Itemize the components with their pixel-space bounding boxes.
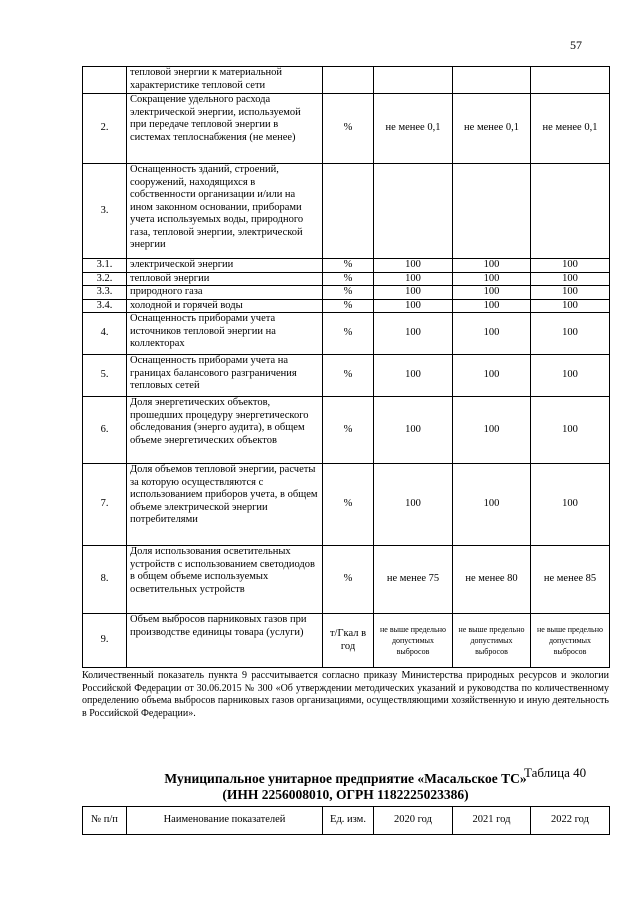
value-2022: 100 (531, 313, 610, 355)
value-2020: 100 (374, 355, 453, 397)
table-row (83, 313, 610, 355)
value-2021: 100 (453, 397, 531, 464)
header-name: Наименование показателей (127, 807, 323, 835)
row-number: 6. (83, 397, 127, 464)
unit-cell: % (323, 259, 374, 273)
value-2020: не менее 0,1 (374, 94, 453, 164)
indicator-name: Оснащенность приборами учета источников тепловой энергии на коллекторах (127, 313, 323, 355)
row-number: 3. (83, 164, 127, 259)
value-2021: 100 (453, 464, 531, 546)
header-2021: 2021 год (453, 807, 531, 835)
indicator-name: Объем выбросов парниковых газов при производстве единицы товара (услуги) (127, 614, 323, 668)
value-2020: 100 (374, 272, 453, 286)
unit-cell: % (323, 94, 374, 164)
indicator-name: Сокращение удельного расхода электрической энергии, используемой при передаче тепловой энергии в системах теплоснабжения (не менее) (127, 94, 323, 164)
value-2021: 100 (453, 355, 531, 397)
row-number: 3.2. (83, 272, 127, 286)
value-2021: 100 (453, 259, 531, 273)
row-number: 7. (83, 464, 127, 546)
value-2022: 100 (531, 286, 610, 300)
org-heading (82, 771, 609, 803)
value-2021: не менее 0,1 (453, 94, 531, 164)
row-number: 8. (83, 546, 127, 614)
value-2020: 100 (374, 397, 453, 464)
row-number (83, 67, 127, 94)
value-2020 (374, 164, 453, 259)
footnote: Количественный показатель пункта 9 рассчитывается согласно приказу Министерства природных ресурсов и экологии Российской Федерации от 30.06.2015 № 300 «Об утверждении методических указаний и руководства по количественному определению объема выбросов парниковых газов организациями, осуществляющими хозяйственную и иную деятельность в Российской Федерации». (82, 670, 609, 719)
table-row (83, 259, 610, 273)
value-2020: не менее 75 (374, 546, 453, 614)
value-2021: не выше предельно допустимых выбросов (453, 614, 531, 668)
value-2020: 100 (374, 299, 453, 313)
value-2022: 100 (531, 299, 610, 313)
indicator-name: Доля использования осветительных устройств с использованием светодиодов в общем объеме используемых осветительных устройств (127, 546, 323, 614)
table-40-header (82, 806, 610, 835)
unit-cell: % (323, 272, 374, 286)
table-row (83, 272, 610, 286)
header-unit: Ед. изм. (323, 807, 374, 835)
row-number: 2. (83, 94, 127, 164)
table-caption: Таблица 40 (524, 765, 587, 780)
unit-cell: % (323, 397, 374, 464)
table-row (83, 286, 610, 300)
row-number: 4. (83, 313, 127, 355)
row-number: 3.3. (83, 286, 127, 300)
value-2022: не менее 85 (531, 546, 610, 614)
value-2020 (374, 67, 453, 94)
table-row (83, 355, 610, 397)
value-2021 (453, 67, 531, 94)
row-number: 3.1. (83, 259, 127, 273)
page-number: 57 (570, 38, 582, 52)
unit-cell: % (323, 355, 374, 397)
value-2020: 100 (374, 259, 453, 273)
value-2022: 100 (531, 397, 610, 464)
indicator-name: Доля объемов тепловой энергии, расчеты за которую осуществляются с использованием приборов учета, в общем объеме электрической энергии потребителями (127, 464, 323, 546)
header-2022: 2022 год (531, 807, 610, 835)
value-2022: 100 (531, 355, 610, 397)
table-row (83, 299, 610, 313)
row-number: 3.4. (83, 299, 127, 313)
value-2021: 100 (453, 272, 531, 286)
org-identifiers: (ИНН 2256008010, ОГРН 1182225023386) (222, 787, 469, 802)
unit-cell: т/Гкал в год (323, 614, 374, 668)
indicator-name: тепловой энергии к материальной характеристике тепловой сети (127, 67, 323, 94)
value-2020: 100 (374, 313, 453, 355)
value-2021: 100 (453, 299, 531, 313)
table-row (83, 546, 610, 614)
row-number: 9. (83, 614, 127, 668)
unit-cell (323, 164, 374, 259)
table-row (83, 464, 610, 546)
table-row (83, 397, 610, 464)
indicator-name: Оснащенность приборами учета на границах балансового разграничения тепловых сетей (127, 355, 323, 397)
header-num: № п/п (83, 807, 127, 835)
indicators-table (82, 66, 610, 668)
indicator-name: Доля энергетических объектов, прошедших процедуру энергетического обследования (энерго аудита), в общем объеме энергетических объектов (127, 397, 323, 464)
table-row (83, 164, 610, 259)
header-row (83, 807, 610, 835)
value-2022: 100 (531, 259, 610, 273)
value-2022: не менее 0,1 (531, 94, 610, 164)
org-name: Муниципальное унитарное предприятие «Масальское ТС» (164, 771, 527, 786)
value-2020: не выше предельно допустимых выбросов (374, 614, 453, 668)
indicator-name: природного газа (127, 286, 323, 300)
value-2022: 100 (531, 272, 610, 286)
value-2021: 100 (453, 313, 531, 355)
header-2020: 2020 год (374, 807, 453, 835)
indicator-name: тепловой энергии (127, 272, 323, 286)
unit-cell: % (323, 299, 374, 313)
row-number: 5. (83, 355, 127, 397)
value-2020: 100 (374, 464, 453, 546)
value-2022: 100 (531, 464, 610, 546)
value-2020: 100 (374, 286, 453, 300)
value-2021: не менее 80 (453, 546, 531, 614)
unit-cell: % (323, 546, 374, 614)
indicator-name: холодной и горячей воды (127, 299, 323, 313)
table-row (83, 67, 610, 94)
value-2022: не выше предельно допустимых выбросов (531, 614, 610, 668)
table-row (83, 94, 610, 164)
unit-cell: % (323, 286, 374, 300)
unit-cell: % (323, 313, 374, 355)
value-2021 (453, 164, 531, 259)
value-2022 (531, 164, 610, 259)
value-2021: 100 (453, 286, 531, 300)
unit-cell: % (323, 464, 374, 546)
value-2022 (531, 67, 610, 94)
table-row (83, 614, 610, 668)
indicator-name: Оснащенность зданий, строений, сооружений, находящихся в собственности организации и/или на ином законном основании, приборами учета используемых воды, природного газа, тепловой энергии, электрической энергии (127, 164, 323, 259)
indicator-name: электрической энергии (127, 259, 323, 273)
unit-cell (323, 67, 374, 94)
